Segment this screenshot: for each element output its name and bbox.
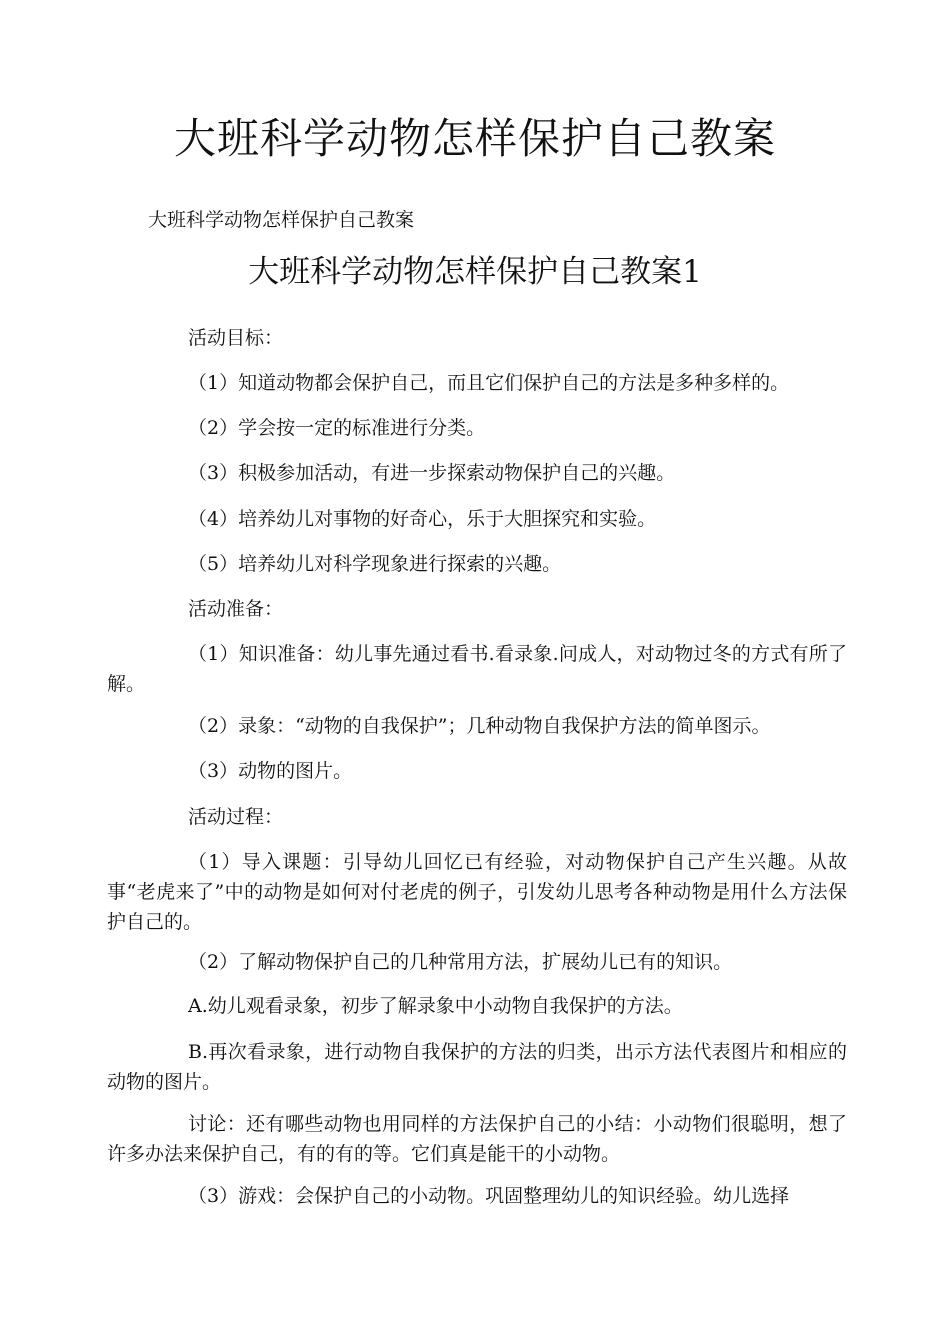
heading-goals: 活动目标： bbox=[188, 327, 284, 349]
paragraph: （1）知识准备：幼儿事先通过看书.看录象.问成人，对动物过冬的方式有所了解。 bbox=[107, 643, 847, 695]
paragraph: （3）积极参加活动，有进一步探索动物保护自己的兴趣。 bbox=[188, 462, 676, 484]
main-title: 大班科学动物怎样保护自己教案 bbox=[173, 114, 776, 163]
heading-preparation: 活动准备： bbox=[188, 598, 284, 620]
paragraph: 讨论：还有哪些动物也用同样的方法保护自己的小结：小动物们很聪明，想了许多办法来保护自己，有的有的等。它们真是能干的小动物。 bbox=[107, 1113, 847, 1165]
paragraph: （2）了解动物保护自己的几种常用方法，扩展幼儿已有的知识。 bbox=[188, 951, 733, 973]
paragraph: （3）动物的图片。 bbox=[188, 760, 353, 782]
paragraph: （4）培养幼儿对事物的好奇心，乐于大胆探究和实验。 bbox=[188, 508, 657, 530]
paragraph: （1）导入课题：引导幼儿回忆已有经验，对动物保护自己产生兴趣。从故事“老虎来了”中的动物是如何对付老虎的例子，引发幼儿思考各种动物是用什么方法保护自己的。 bbox=[107, 851, 847, 933]
paragraph: B.再次看录象，进行动物自我保护的方法的归类，出示方法代表图片和相应的动物的图片。 bbox=[107, 1041, 847, 1093]
paragraph: （1）知道动物都会保护自己，而且它们保护自己的方法是多种多样的。 bbox=[188, 372, 790, 394]
heading-process: 活动过程： bbox=[188, 806, 284, 828]
paragraph: A.幼儿观看录象，初步了解录象中小动物自我保护的方法。 bbox=[188, 995, 683, 1017]
paragraph: （3）游戏：会保护自己的小动物。巩固整理幼儿的知识经验。幼儿选择 bbox=[188, 1185, 790, 1207]
paragraph: （2）学会按一定的标准进行分类。 bbox=[188, 417, 486, 439]
section-title: 大班科学动物怎样保护自己教案1 bbox=[248, 254, 702, 290]
subtitle: 大班科学动物怎样保护自己教案 bbox=[148, 209, 415, 231]
paragraph: （5）培养幼儿对科学现象进行探索的兴趣。 bbox=[188, 553, 562, 575]
paragraph: （2）录象：“动物的自我保护”；几种动物自我保护方法的简单图示。 bbox=[188, 715, 771, 737]
